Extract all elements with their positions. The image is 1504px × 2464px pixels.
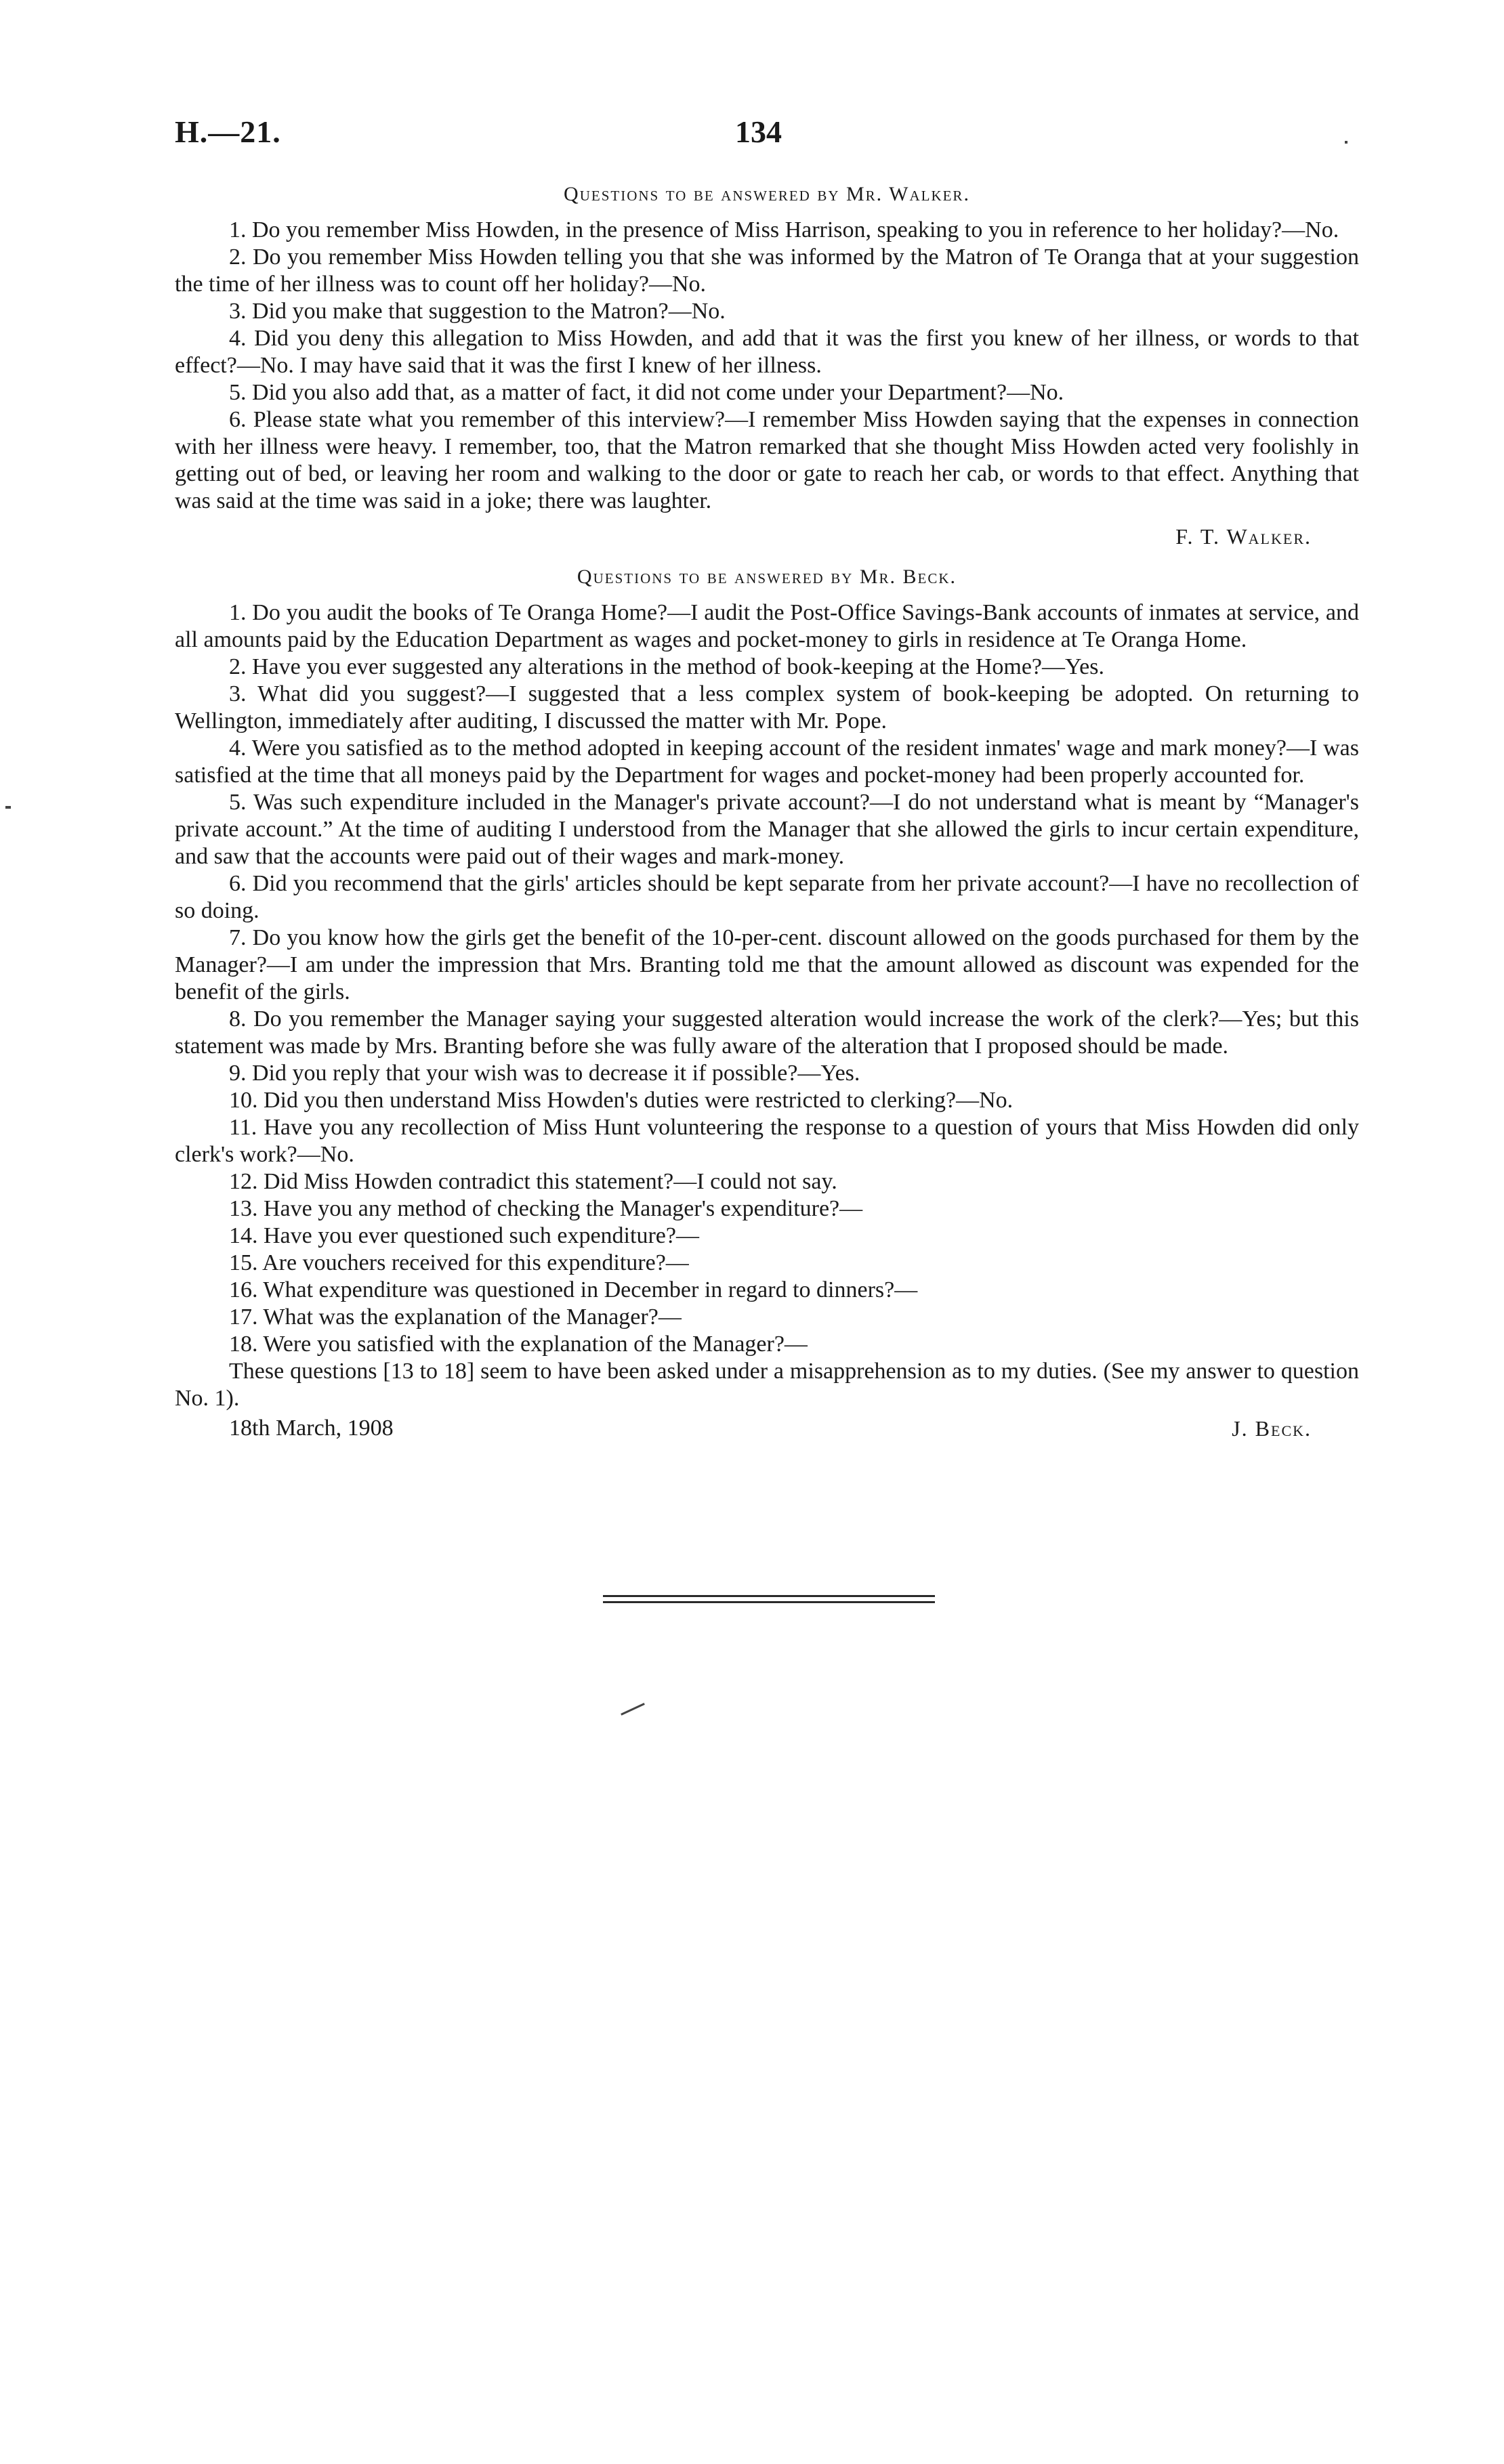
walker-signature: F. T. Walker. bbox=[1175, 524, 1312, 549]
end-rule-bottom bbox=[603, 1601, 935, 1603]
beck-question-13: 13. Have you any method of checking the Manager's expenditure?— bbox=[229, 1196, 863, 1221]
beck-question-5: 5. Was such expenditure included in the Manager's private account?—I do not understand what is meant by “Manager's private account.” At the time of auditing I understood from the Manager that she allowed the girls to incur certain expenditure, and saw that the accounts were paid out of their wages and mark-money. bbox=[175, 790, 1359, 869]
page-number: 134 bbox=[735, 114, 782, 149]
beck-question-10: 10. Did you then understand Miss Howden's duties were restricted to clerking?—No. bbox=[229, 1088, 1014, 1113]
scan-speck-right bbox=[1345, 141, 1348, 144]
beck-closing-note: These questions [13 to 18] seem to have been asked under a misapprehension as to my duties. (See my answer to question No. 1). bbox=[175, 1359, 1359, 1411]
beck-question-3: 3. What did you suggest?—I suggested that a less complex system of book-keeping be adopted. On returning to Wellington, immediately after auditing, I discussed the matter with Mr. Pope. bbox=[175, 681, 1359, 734]
walker-question-6: 6. Please state what you remember of this interview?—I remember Miss Howden saying that the expenses in connection with her illness were heavy. I remember, too, that the Matron remarked that she thought Miss Howden acted very foolishly in getting out of bed, or leaving her room and walking to the door or gate to reach her cab, or words to that effect. Anything that was said at the time was said in a joke; there was laughter. bbox=[175, 407, 1359, 513]
beck-signature: J. Beck. bbox=[1232, 1416, 1312, 1441]
beck-question-16: 16. What expenditure was questioned in December in regard to dinners?— bbox=[229, 1277, 918, 1302]
beck-question-9: 9. Did you reply that your wish was to decrease it if possible?—Yes. bbox=[229, 1061, 860, 1086]
beck-question-12: 12. Did Miss Howden contradict this statement?—I could not say. bbox=[229, 1169, 837, 1194]
beck-question-4: 4. Were you satisfied as to the method adopted in keeping account of the resident inmates' wage and mark money?—I was satisfied at the time that all moneys paid by the Department for wages and pocket-money had been properly accounted for. bbox=[175, 736, 1359, 788]
walker-question-3: 3. Did you make that suggestion to the Matron?—No. bbox=[229, 299, 726, 324]
beck-question-15: 15. Are vouchers received for this expenditure?— bbox=[229, 1250, 689, 1275]
walker-question-4: 4. Did you deny this allegation to Miss Howden, and add that it was the first you knew of her illness, or words to that effect?—No. I may have said that it was the first I knew of her illness. bbox=[175, 326, 1359, 378]
beck-dateline bbox=[175, 1415, 1359, 1442]
walker-question-2: 2. Do you remember Miss Howden telling you that she was informed by the Matron of Te Oranga that at your suggestion the time of her illness was to count off her holiday?—No. bbox=[175, 245, 1359, 297]
beck-question-11: 11. Have you any recollection of Miss Hunt volunteering the response to a question of yours that Miss Howden did only clerk's work?—No. bbox=[175, 1115, 1359, 1167]
end-rule-top bbox=[603, 1595, 935, 1597]
beck-heading: Questions to be answered by Mr. Beck. bbox=[577, 566, 957, 588]
beck-question-7: 7. Do you know how the girls get the benefit of the 10-per-cent. discount allowed on the goods purchased for them by the Manager?—I am under the impression that Mrs. Branting told me that the amount allowed as discount was expended for the benefit of the girls. bbox=[175, 925, 1359, 1004]
beck-date: 18th March, 1908 bbox=[229, 1416, 394, 1441]
walker-section bbox=[175, 183, 1359, 1442]
walker-question-1: 1. Do you remember Miss Howden, in the presence of Miss Harrison, speaking to you in reference to her holiday?—No. bbox=[229, 217, 1339, 242]
beck-question-8: 8. Do you remember the Manager saying your suggested alteration would increase the work of the clerk?—Yes; but this statement was made by Mrs. Branting before she was fully aware of the alteration that I proposed should be made. bbox=[175, 1006, 1359, 1059]
beck-question-17: 17. What was the explanation of the Manager?— bbox=[229, 1304, 682, 1330]
beck-question-18: 18. Were you satisfied with the explanation of the Manager?— bbox=[229, 1332, 808, 1357]
beck-question-14: 14. Have you ever questioned such expenditure?— bbox=[229, 1223, 699, 1248]
beck-question-1: 1. Do you audit the books of Te Oranga Home?—I audit the Post-Office Savings-Bank accounts of inmates at service, and all amounts paid by the Education Department as wages and pocket-money to girls in residence at Te Oranga Home. bbox=[175, 600, 1359, 652]
scan-speck-left bbox=[5, 806, 11, 809]
walker-heading: Questions to be answered by Mr. Walker. bbox=[564, 183, 970, 205]
scan-mark bbox=[621, 1703, 645, 1716]
beck-question-2: 2. Have you ever suggested any alterations in the method of book-keeping at the Home?—Yes. bbox=[229, 654, 1104, 679]
walker-question-5: 5. Did you also add that, as a matter of fact, it did not come under your Department?—No. bbox=[229, 380, 1064, 405]
report-reference: H.—21. bbox=[175, 114, 281, 149]
beck-question-6: 6. Did you recommend that the girls' articles should be kept separate from her private account?—I have no recollection of so doing. bbox=[175, 871, 1359, 923]
